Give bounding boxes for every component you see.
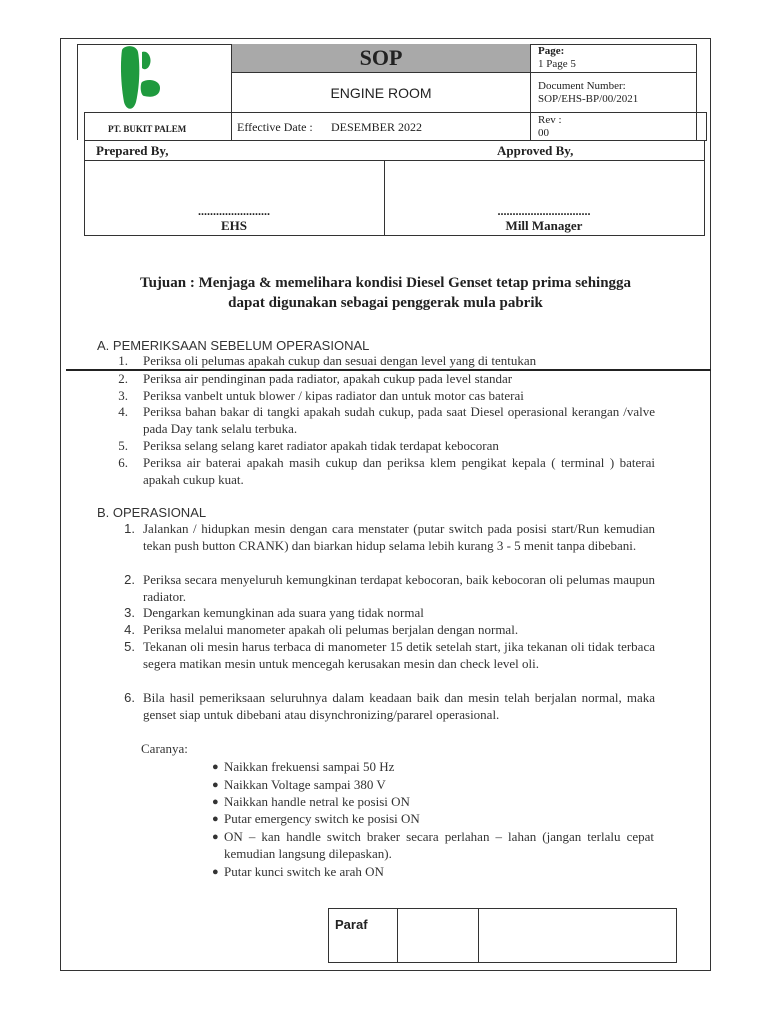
bullet-icon: ● [212,761,219,773]
approved-signature-line: ............................... [497,204,591,218]
list-item: Periksa oli pelumas apakah cukup dan sesuai dengan level yang di tentukan [143,353,537,368]
list-item: Periksa bahan bakar di tangki apakah sudah cukup, pada saat Diesel operasional kerangan /valve pada Day tank selalu terbuka. [143,404,655,436]
section-a-heading: A. PEMERIKSAAN SEBELUM OPERASIONAL [97,338,370,353]
list-item-number: 1. [124,521,135,536]
list-item: Periksa melalui manometer apakah oli pelumas berjalan dengan normal. [143,622,519,637]
list-item: Periksa air baterai apakah masih cukup dan periksa klem pengikat kepala ( terminal ) baterai apakah cukup kuat. [143,455,655,487]
revision-label: Rev : [538,114,562,126]
list-item: Periksa vanbelt untuk blower / kipas radiator dan untuk motor cas baterai [143,388,524,403]
purpose-line-1: Tujuan : Menjaga & memelihara kondisi Diesel Genset tetap prima sehingga [139,275,632,291]
caranya-label: Caranya: [141,741,188,756]
prepared-signature-line: ........................ [198,204,270,218]
bullet-item: Naikkan handle netral ke posisi ON [224,794,410,809]
document-subtitle: ENGINE ROOM [330,85,432,101]
document-number-value: SOP/EHS-BP/00/2021 [538,93,639,105]
list-item-number: 2. [118,371,128,386]
approved-role: Mill Manager [505,218,583,233]
bullet-item: Naikkan frekuensi sampai 50 Hz [224,759,395,774]
list-item-number: 4. [124,622,135,637]
approved-by-label: Approved By, [497,143,574,158]
prepared-role: EHS [220,218,247,233]
list-item-number: 4. [118,404,128,419]
bullet-item: ON – kan handle switch braker secara perlahan – lahan (jangan terlalu cepat kemudian langsung dilepaskan). [224,829,654,861]
bullet-item: Naikkan Voltage sampai 380 V [224,777,386,792]
purpose-line-2: dapat digunakan sebagai penggerak mula pabrik [228,295,543,311]
company-name: PT. BUKIT PALEM [108,124,187,134]
page-label: Page: [538,45,565,57]
list-item: Bila hasil pemeriksaan seluruhnya dalam keadaan baik dan mesin telah berjalan normal, maka genset siap untuk dibebani atau disynchronizing/pararel operasional. [143,690,655,722]
list-item-number: 1. [118,353,128,368]
bullet-item: Putar emergency switch ke posisi ON [224,811,420,826]
effective-date-value: DESEMBER 2022 [331,120,423,134]
list-item-number: 6. [118,455,128,470]
revision-value: 00 [538,127,549,139]
list-item-number: 3. [124,605,135,620]
list-item: Periksa secara menyeluruh kemungkinan terdapat kebocoran, baik kebocoran oli pelumas maupun radiator. [143,572,655,604]
list-item-number: 5. [124,639,135,654]
bullet-icon: ● [212,813,219,825]
bullet-icon: ● [212,796,219,808]
list-item-number: 3. [118,388,128,403]
list-item: Tekanan oli mesin harus terbaca di manometer 15 detik setelah start, jika tekanan oli tidak terbaca segera matikan mesin untuk mencegah kerusakan mesin dan check level oli. [143,639,655,671]
company-logo-icon [118,44,164,112]
paraf-label: Paraf [335,917,368,932]
bullet-icon: ● [212,779,219,791]
section-b-heading: B. OPERASIONAL [97,505,207,520]
list-item: Dengarkan kemungkinan ada suara yang tidak normal [143,605,424,620]
bullet-icon: ● [212,866,219,878]
list-item-number: 5. [118,438,128,453]
bullet-icon: ● [212,831,219,843]
list-item: Periksa air pendinginan pada radiator, apakah cukup pada level standar [143,371,513,386]
bullet-item: Putar kunci switch ke arah ON [224,864,384,879]
list-item: Jalankan / hidupkan mesin dengan cara menstater (putar switch pada posisi start/Run kemudian tekan push button CRANK) dan biarkan hidup selama lebih kurang 3 - 5 menit tanpa dibebani. [143,521,655,553]
list-item: Periksa selang selang karet radiator apakah tidak terdapat kebocoran [143,438,499,453]
list-item-number: 2. [124,572,135,587]
sop-title: SOP [232,44,530,72]
list-item-number: 6. [124,690,135,705]
prepared-by-label: Prepared By, [96,143,169,158]
page-value: 1 Page 5 [538,58,576,70]
document-number-label: Document Number: [538,80,626,92]
purpose-statement [60,273,711,313]
effective-date-label: Effective Date : [237,120,313,134]
